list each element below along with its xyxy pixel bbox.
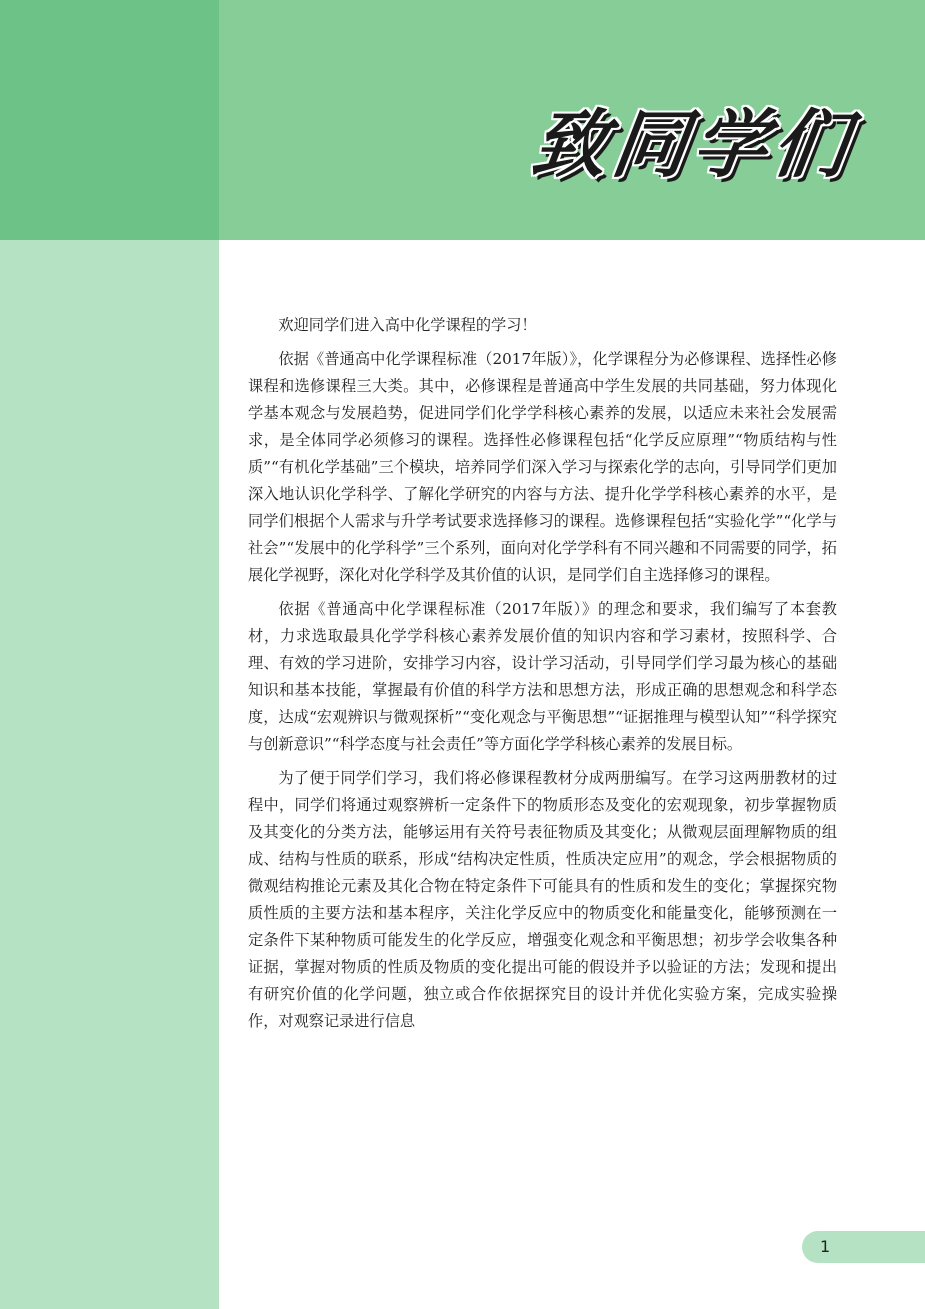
page-number: 1 [820, 1237, 831, 1256]
paragraph-curriculum: 依据《普通高中化学课程标准（2017年版）》，化学课程分为必修课程、选择性必修课程和选修课程三大类。其中，必修课程是普通高中学生发展的共同基础，努力体现化学基本观念与发展趋势，促进同学们化学学科核心素养的发展，以适应未来社会发展需求，是全体同学必须修习的课程。选择性必修课程包括“化学反应原理”“物质结构与性质”“有机化学基础”三个模块，培养同学们深入学习与探索化学的志向，引导同学们更加深入地认识化学科学、了解化学研究的内容与方法、提升化学学科核心素养的水平，是同学们根据个人需求与升学考试要求选择修习的课程。选修课程包括“实验化学”“化学与社会”“发展中的化学科学”三个系列，面向对化学学科有不同兴趣和不同需要的同学，拓展化学视野，深化对化学科学及其价值的认识，是同学们自主选择修习的课程。 [248, 350, 837, 584]
header-corner-block [0, 0, 219, 240]
paragraph-learning: 为了便于同学们学习，我们将必修课程教材分成两册编写。在学习这两册教材的过程中，同学们将通过观察辨析一定条件下的物质形态及变化的宏观现象，初步掌握物质及其变化的分类方法，能够运用有关符号表征物质及其变化；从微观层面理解物质的组成、结构与性质的联系，形成“结构决定性质，性质决定应用”的观念，学会根据物质的微观结构推论元素及其化合物在特定条件下可能具有的性质和发生的变化；掌握探究物质性质的主要方法和基本程序，关注化学反应中的物质变化和能量变化，能够预测在一定条件下某种物质可能发生的化学反应，增强变化观念和平衡思想；初步学会收集各种证据，掌握对物质的性质及物质的变化提出可能的假设并予以验证的方法；发现和提出有研究价值的化学问题，独立或合作依据探究目的设计并优化实验方案，完成实验操作，对观察记录进行信息 [248, 769, 837, 1030]
body-text [248, 312, 837, 1042]
paragraph-textbook: 依据《普通高中化学课程标准（2017年版）》的理念和要求，我们编写了本套教材，力求选取最具化学学科核心素养发展价值的知识内容和学习素材，按照科学、合理、有效的学习进阶，安排学习内容，设计学习活动，引导同学们学习最为核心的基础知识和基本技能，掌握最有价值的科学方法和思想方法，形成正确的思想观念和科学态度，达成“宏观辨识与微观探析”“变化观念与平衡思想”“证据推理与模型认知”“科学探究与创新意识”“科学态度与社会责任”等方面化学学科核心素养的发展目标。 [248, 600, 837, 753]
paragraph-welcome: 欢迎同学们进入高中化学课程的学习！ [278, 316, 537, 334]
page-title: 致同学们 [526, 102, 860, 188]
